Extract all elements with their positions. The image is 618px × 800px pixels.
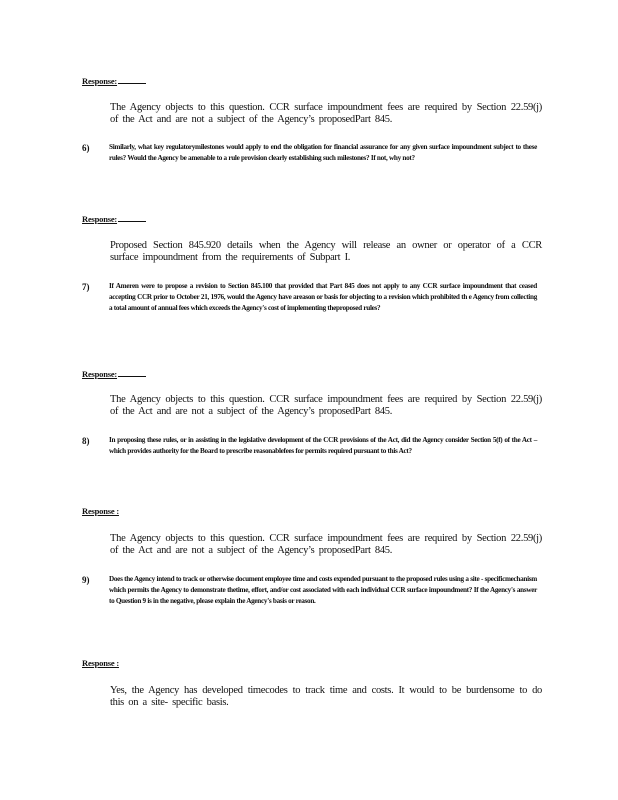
response-label: Response: <box>82 76 146 86</box>
response-text: The Agency objects to this question. CCR surface impoundment fees are required by Section 22.59(j) of the Act and are not a subject of the Agency’s proposedPart 845. <box>110 394 542 417</box>
question-text: If Ameren were to propose a revision to Section 845.100 that provided that Part 845 does not apply to any CCR surface impoundment that ceased accepting CCR prior to October 21, 1976, would the Agency have areason or basis for objecting to a revision which prohibited th e Agency from collecting a total amount of annual fees which exceeds the Agency's cost of implementing theproposed rules? <box>109 282 537 312</box>
question-text: Similarly, what key regulatorymilestones would apply to end the obligation for financial assurance for any given surface impoundment subject to these rules? Would the Agency be amenable to a rule provision clearly establishing such milestones? If not, why not? <box>109 143 537 162</box>
question-number: 8) <box>82 436 90 446</box>
response-text: The Agency objects to this question. CCR surface impoundment fees are required by Section 22.59(j) of the Act and are not a subject of the Agency’s proposedPart 845. <box>110 533 542 556</box>
question-text: Does the Agency intend to track or otherwise document employee time and costs expended pursuant to the proposed rules using a site - specificmechanism which permits the Agency to demonstrate thetime, effort, and/or cost associated with each individual CCR surface impoundment? If the Agency's answer to Question 9 is in the negative, please explain the Agency's basis or reason. <box>109 575 537 605</box>
response-text: The Agency objects to this question. CCR surface impoundment fees are required by Section 22.59(j) of the Act and are not a subject of the Agency’s proposedPart 845. <box>110 102 542 125</box>
response-label: Response : <box>82 658 119 668</box>
response-label: Response: <box>82 369 146 379</box>
response-text: Proposed Section 845.920 details when the Agency will release an owner or operator of a CCR surface impoundment from the requirements of Subpart I. <box>110 240 542 263</box>
question-number: 6) <box>82 143 90 153</box>
response-label: Response: <box>82 214 146 224</box>
response-text: Yes, the Agency has developed timecodes to track time and costs. It would to be burdensome to do this on a site- specific basis. <box>110 685 542 708</box>
response-label: Response : <box>82 506 119 516</box>
question-number: 7) <box>82 282 90 292</box>
question-text: In proposing these rules, or in assisting in the legislative development of the CCR provisions of the Act, did the Agency consider Section 5(f) of the Act – which provides authority for the Board to prescribe reasonablefees for permits required pursuant to this Act? <box>109 436 537 455</box>
question-number: 9) <box>82 575 90 585</box>
